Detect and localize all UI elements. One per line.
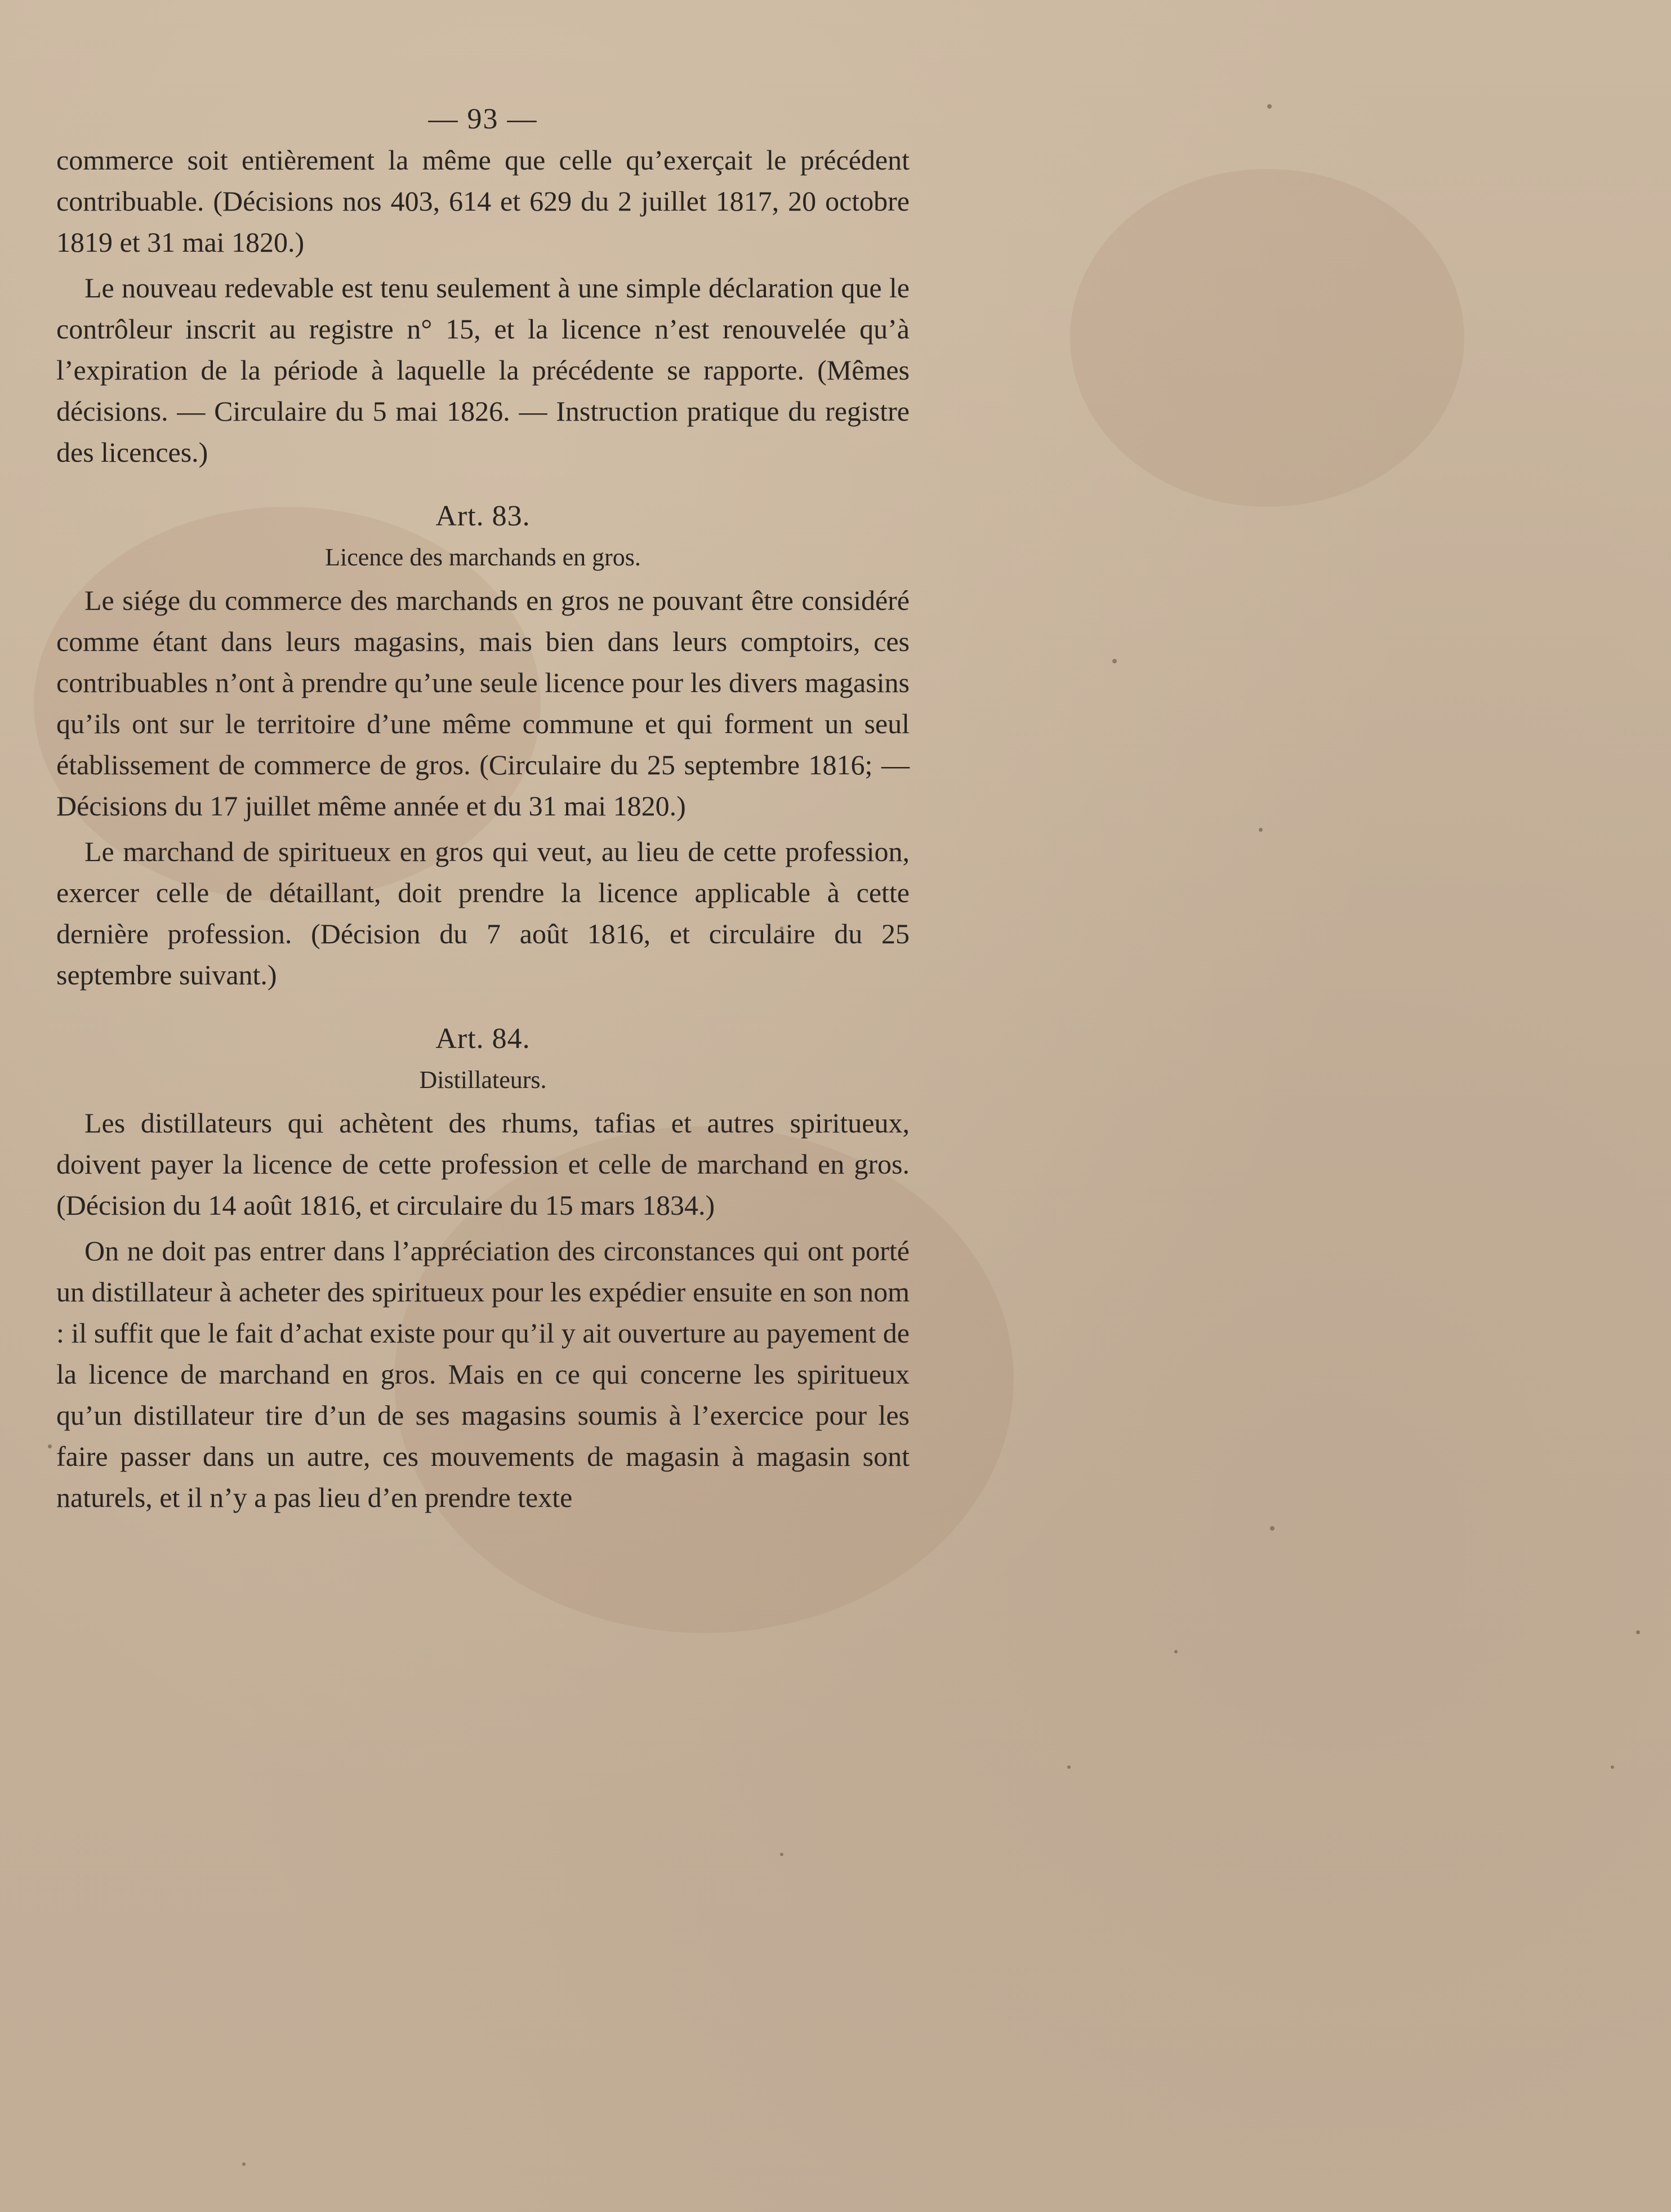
paper-stain [1070,169,1464,507]
article-83-heading: Art. 83. [435,500,531,532]
paper-speck [1636,1630,1640,1634]
article-84-subtitle: Distillateurs. [419,1066,547,1094]
paragraph: On ne doit pas entrer dans l’appréciation des circonstances qui ont porté un distillateur à acheter des spiritueux pour les expédier ensuite en son nom : il suffit que le fait d’achat existe pour qu’il y ait ouverture au payement de la licence de marchand en gros. Mais en ce qui concerne les spiritueux qu’un distillateur tire d’un de ses magasins soumis à l’exercice pour les faire passer dans un autre, ces mouvements de magasin à magasin sont naturels, et il n’y a pas lieu d’en prendre texte [56,1235,910,1513]
page-number: — 93 — [428,103,538,135]
paper-speck [48,1444,52,1448]
paragraph: Les distillateurs qui achètent des rhums, tafias et autres spiritueux, doivent payer la licence de cette profession et celle de marchand en gros. (Décision du 14 août 1816, et circulaire du 15 mars 1834.) [56,1107,910,1221]
paragraph: Le marchand de spiritueux en gros qui veut, au lieu de cette profession, exercer celle de détaillant, doit prendre la licence applicable à cette dernière profession. (Décision du 7 août 1816, et circulaire du 25 septembre suivant.) [56,836,910,991]
paper-speck [1267,104,1272,109]
paper-speck [1270,1526,1275,1531]
article-83-subtitle: Licence des marchands en gros. [325,543,641,571]
paper-speck [1259,828,1263,832]
paper-speck [1067,1765,1071,1769]
paragraph: Le nouveau redevable est tenu seulement à une simple déclaration que le contrôleur inscrit au registre n° 15, et la licence n’est renouvelée qu’à l’expiration de la période à laquelle la précédente se rapporte. (Mêmes décisions. — Circulaire du 5 mai 1826. — Instruction pratique du registre des licences.) [56,272,910,468]
paragraph: commerce soit entièrement la même que celle qu’exerçait le précédent contribuable. (Décisions nos 403, 614 et 629 du 2 juillet 1817, 20 octobre 1819 et 31 mai 1820.) [56,144,910,258]
paper-speck [1112,659,1117,663]
paragraph: Le siége du commerce des marchands en gros ne pouvant être considéré comme étant dans leurs magasins, mais bien dans leurs comptoirs, ces contribuables n’ont à prendre qu’une seule licence pour les divers magasins qu’ils ont sur le territoire d’une même commune et qui forment un seul établissement de commerce de gros. (Circulaire du 25 septembre 1816; — Décisions du 17 juillet même année et du 31 mai 1820.) [56,585,910,822]
text-column [56,99,910,1523]
paper-speck [780,1853,783,1856]
paper-speck [1611,1765,1614,1769]
paper-speck [242,2162,246,2166]
paper-speck [1174,1650,1178,1653]
article-84-heading: Art. 84. [435,1023,531,1055]
